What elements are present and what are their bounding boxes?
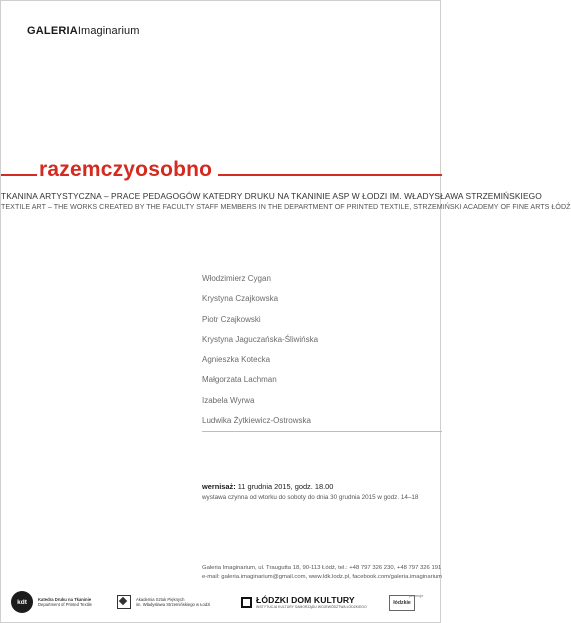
gallery-name-bold: GALERIA [27, 25, 78, 37]
contact-web: e-mail: galeria.imaginarium@gmail.com, www.ldk.lodz.pl, facebook.com/galeria.imaginarium [202, 573, 443, 580]
artist-name: Agnieszka Kotecka [202, 355, 271, 365]
artist-name: Małgorzata Lachman [202, 375, 277, 385]
opening-label: wernisaż: [202, 482, 236, 491]
subtitle-polish: TKANINA ARTYSTYCZNA – PRACE PEDAGOGÓW KATEDRY DRUKU NA TKANINIE ASP W ŁODZI IM. WŁADYSŁAWA STRZEMIŃSKIEGO [1, 191, 542, 201]
artist-list-divider [202, 431, 442, 432]
opening-hours: wystawa czynna od wtorku do soboty do dnia 30 grudnia 2015 w godz. 14–18 [202, 494, 419, 501]
ldk-subtitle: INSTYTUCJA KULTURY SAMORZĄDU WOJEWÓDZTWA ŁÓDZKIEGO [256, 605, 367, 609]
lodzkie-logo [389, 593, 424, 611]
title-rule-left [1, 174, 37, 176]
artist-name: Krystyna Czajkowska [202, 294, 279, 304]
artist-name: Izabela Wyrwa [202, 395, 255, 405]
opening-info [202, 482, 333, 491]
contact-address: Galeria Imaginarium, ul. Traugutta 18, 90-113 Łódź, tel.: +48 797 326 230, +48 797 326 191 [202, 565, 442, 571]
sponsor-logos [1, 591, 442, 615]
kdt-name: Katedra Druku na Tkaninie [38, 596, 92, 602]
kdt-logo [11, 591, 92, 613]
asp-name-2: im. Władysława Strzemińskiego w Łodzi [136, 602, 211, 607]
lodzkie-label: łódzkie [389, 595, 415, 611]
asp-emblem-icon [117, 595, 131, 609]
subtitle-english: TEXTILE ART – THE WORKS CREATED BY THE FACULTY STAFF MEMBERS IN THE DEPARTMENT OF PRINTED TEXTILE, STRZEMIŃSKI ACADEMY OF FINE ARTS ŁÓDŹ [1, 203, 571, 211]
artist-name: Włodzimierz Cygan [202, 274, 271, 283]
artist-name: Krystyna Jaguczańska-Śliwińska [202, 334, 319, 344]
asp-logo [117, 595, 210, 609]
artist-list [202, 269, 318, 431]
artist-name: Piotr Czajkowski [202, 314, 261, 324]
asp-name: Akademia Sztuk Pięknych [136, 596, 185, 602]
title-rule-right [218, 174, 442, 176]
ldk-emblem-icon [241, 597, 252, 608]
ldk-logo [241, 595, 367, 609]
artist-name: Ludwika Żytkiewicz-Ostrowska [202, 416, 311, 426]
exhibition-title: razemczyosobno [39, 158, 213, 181]
lodzkie-sup: promuje [409, 593, 424, 598]
gallery-name-regular: Imaginarium [77, 25, 140, 37]
kdt-badge-icon: kdt [11, 591, 33, 613]
ldk-name: ŁÓDZKI DOM KULTURY [256, 595, 355, 605]
kdt-name-en: Department of Printed Textile [38, 602, 92, 607]
gallery-logo [27, 25, 140, 37]
opening-date: 11 grudnia 2015, godz. 18.00 [237, 482, 334, 491]
contact-info [202, 564, 442, 581]
